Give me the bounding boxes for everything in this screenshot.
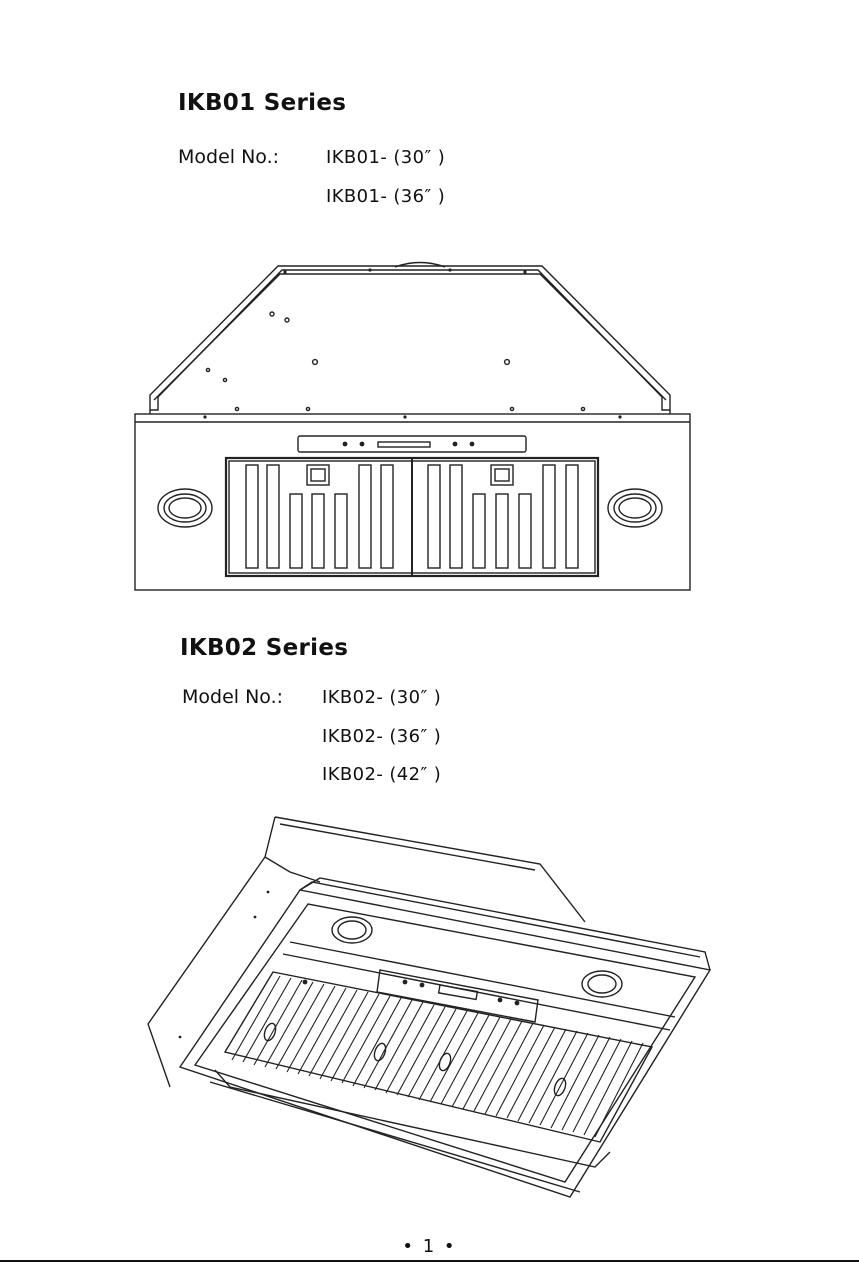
page-number: • 1 • <box>402 1236 457 1257</box>
model-number-label-ikb02: Model No.: <box>182 686 284 708</box>
model-number-ikb02-36: IKB02- (36″ ) <box>322 726 442 747</box>
series-title-ikb01: IKB01 Series <box>178 90 347 116</box>
model-number-ikb02-30: IKB02- (30″ ) <box>322 687 442 708</box>
model-number-ikb01-36: IKB01- (36″ ) <box>326 186 446 207</box>
ikb02-range-hood-drawing <box>140 812 715 1212</box>
series-title-ikb02: IKB02 Series <box>180 635 349 661</box>
model-number-label-ikb01: Model No.: <box>178 146 280 168</box>
model-number-ikb01-30: IKB01- (30″ ) <box>326 147 446 168</box>
model-number-ikb02-42: IKB02- (42″ ) <box>322 764 442 785</box>
ikb01-range-hood-drawing <box>130 262 695 597</box>
footer-rule <box>0 1260 859 1262</box>
